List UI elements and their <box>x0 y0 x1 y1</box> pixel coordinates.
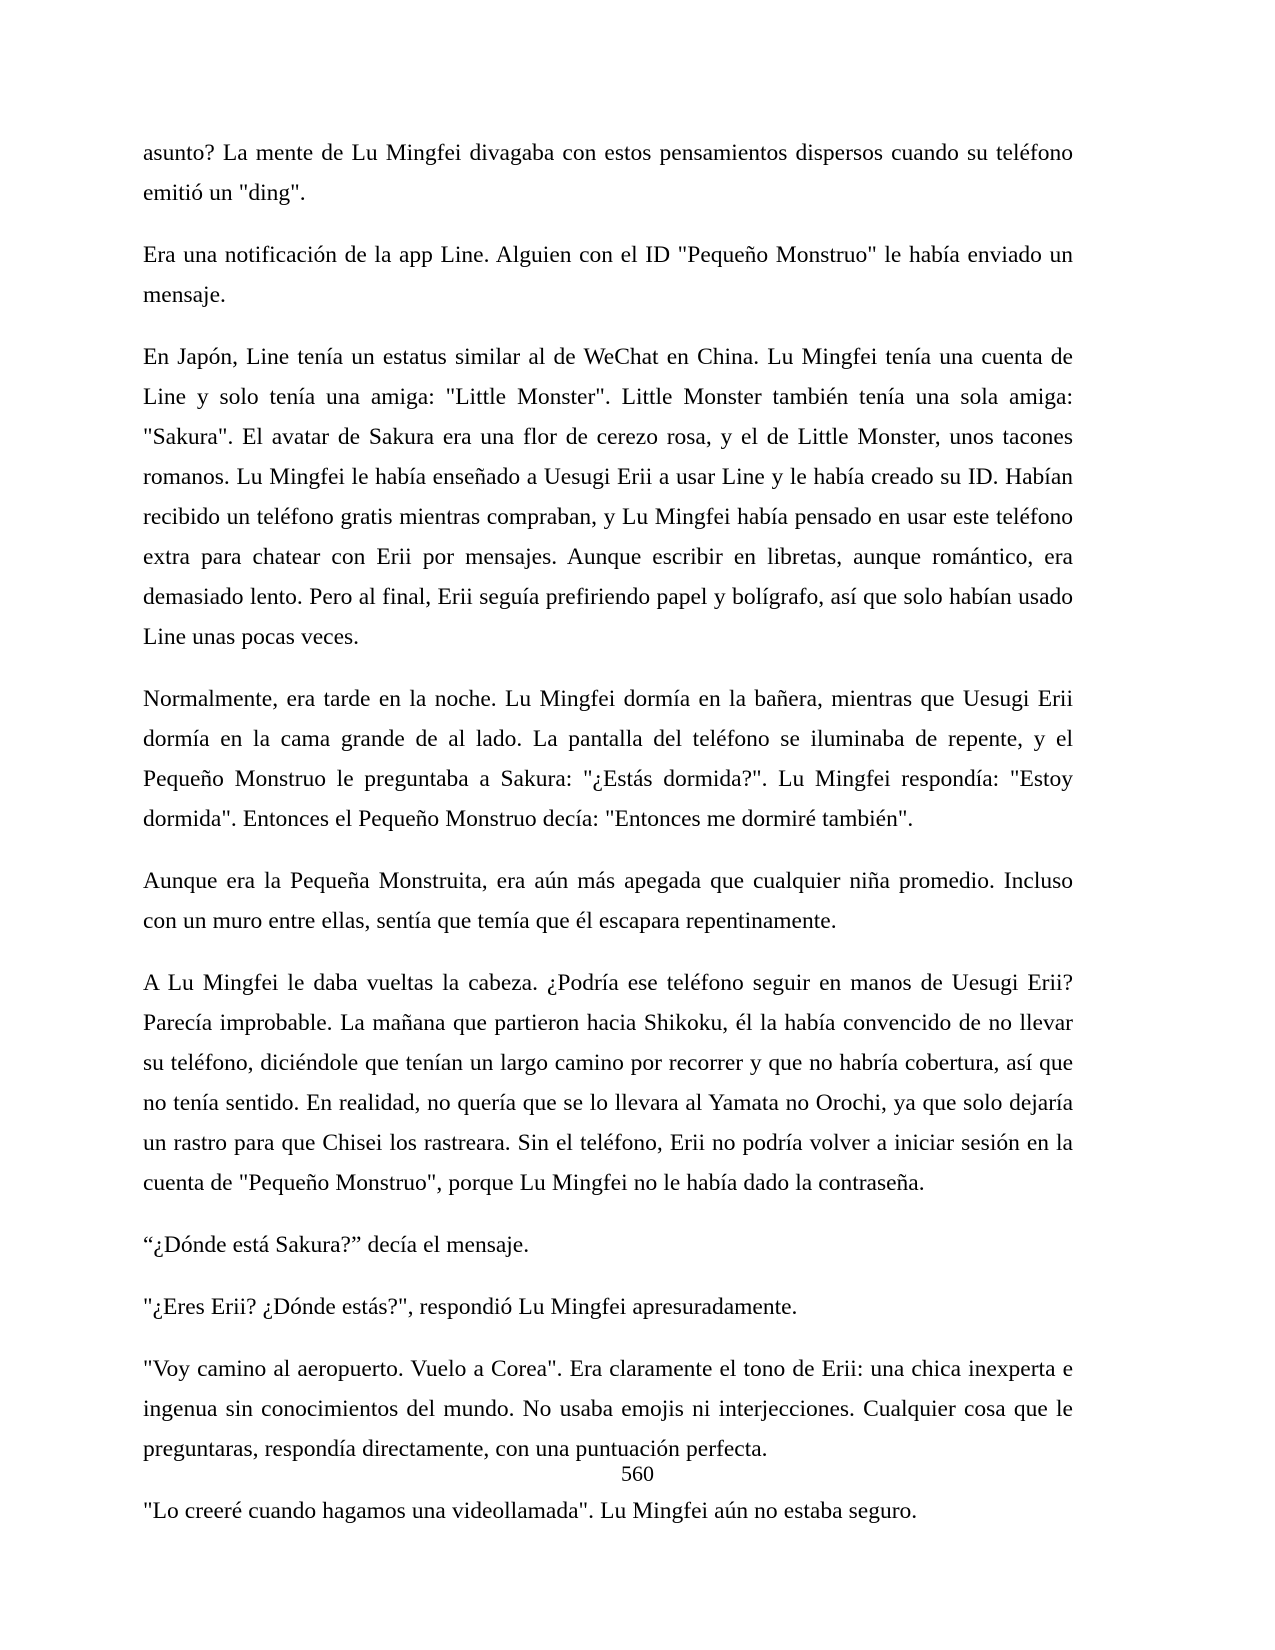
paragraph: "Voy camino al aeropuerto. Vuelo a Corea". Era claramente el tono de Erii: una chica inexperta e ingenua sin conocimientos del mundo. No usaba emojis ni interjecciones. Cualquier cosa que le preguntaras, respondía directamente, con una puntuación perfecta. <box>143 1356 1073 1462</box>
paragraph: asunto? La mente de Lu Mingfei divagaba con estos pensamientos dispersos cuando su teléfono emitió un "ding". <box>143 140 1073 206</box>
page-body-text <box>143 133 1073 1531</box>
paragraph: “¿Dónde está Sakura?” decía el mensaje. <box>143 1232 530 1258</box>
page-number: 560 <box>621 1461 654 1486</box>
paragraph: A Lu Mingfei le daba vueltas la cabeza. ¿Podría ese teléfono seguir en manos de Uesugi Erii? Parecía improbable. La mañana que partieron hacia Shikoku, él la había convencido de no llevar su teléfono, diciéndole que tenían un largo camino por recorrer y que no habría cobertura, así que no tenía sentido. En realidad, no quería que se lo llevara al Yamata no Orochi, ya que solo dejaría un rastro para que Chisei los rastreara. Sin el teléfono, Erii no podría volver a iniciar sesión en la cuenta de "Pequeño Monstruo", porque Lu Mingfei no le había dado la contraseña. <box>143 970 1073 1196</box>
paragraph: "Lo creeré cuando hagamos una videollamada". Lu Mingfei aún no estaba seguro. <box>143 1498 918 1524</box>
paragraph: Aunque era la Pequeña Monstruita, era aún más apegada que cualquier niña promedio. Incluso con un muro entre ellas, sentía que temía que él escapara repentinamente. <box>143 868 1073 934</box>
paragraph: "¿Eres Erii? ¿Dónde estás?", respondió Lu Mingfei apresuradamente. <box>143 1294 798 1320</box>
paragraph: Normalmente, era tarde en la noche. Lu Mingfei dormía en la bañera, mientras que Uesugi Erii dormía en la cama grande de al lado. La pantalla del teléfono se iluminaba de repente, y el Pequeño Monstruo le preguntaba a Sakura: "¿Estás dormida?". Lu Mingfei respondía: "Estoy dormida". Entonces el Pequeño Monstruo decía: "Entonces me dormiré también". <box>143 686 1073 832</box>
paragraph: En Japón, Line tenía un estatus similar al de WeChat en China. Lu Mingfei tenía una cuenta de Line y solo tenía una amiga: "Little Monster". Little Monster también tenía una sola amiga: "Sakura". El avatar de Sakura era una flor de cerezo rosa, y el de Little Monster, unos tacones romanos. Lu Mingfei le había enseñado a Uesugi Erii a usar Line y le había creado su ID. Habían recibido un teléfono gratis mientras compraban, y Lu Mingfei había pensado en usar este teléfono extra para chatear con Erii por mensajes. Aunque escribir en libretas, aunque romántico, era demasiado lento. Pero al final, Erii seguía prefiriendo papel y bolígrafo, así que solo habían usado Line unas pocas veces. <box>143 344 1073 650</box>
paragraph: Era una notificación de la app Line. Alguien con el ID "Pequeño Monstruo" le había enviado un mensaje. <box>143 242 1073 308</box>
